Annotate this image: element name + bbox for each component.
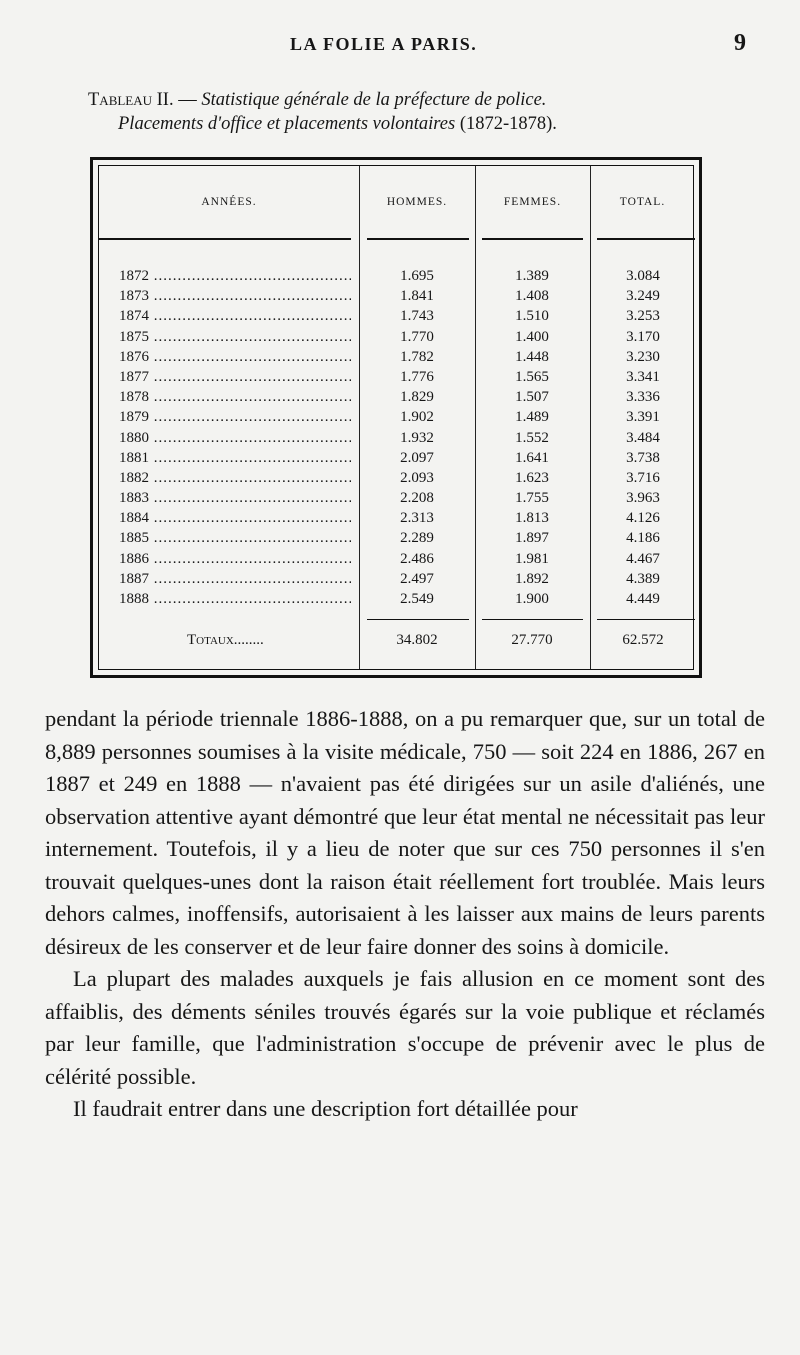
cell-femmes: 1.813 — [515, 510, 549, 527]
body-text — [45, 703, 765, 1126]
cell-total: 4.126 — [626, 510, 660, 527]
totals-hommes: 34.802 — [396, 632, 438, 648]
cell-year: 1882 ..... — [119, 468, 351, 488]
cell-femmes: 1.400 — [515, 328, 549, 345]
cell-total: 4.449 — [626, 591, 660, 607]
statistics-table — [90, 157, 702, 678]
cell-hommes: 2.208 — [400, 490, 434, 507]
cell-year: 1872 ..... — [119, 266, 351, 286]
cell-hommes: 1.695 — [400, 268, 434, 284]
header-rule — [99, 238, 351, 240]
table-row — [99, 468, 693, 488]
cell-femmes: 1.981 — [515, 550, 549, 567]
cell-femmes: 1.408 — [515, 288, 549, 305]
cell-femmes: 1.897 — [515, 530, 549, 547]
column-header-annees: ANNÉES. — [201, 196, 257, 208]
cell-hommes: 2.093 — [400, 469, 434, 486]
table-row — [99, 327, 693, 347]
table-row — [99, 528, 693, 548]
cell-hommes: 2.486 — [400, 550, 434, 567]
cell-year: 1874 ..... — [119, 306, 351, 326]
cell-hommes: 1.776 — [400, 368, 434, 385]
cell-total: 3.249 — [626, 288, 660, 305]
table-row — [99, 387, 693, 407]
caption-line2 — [88, 112, 728, 136]
table-row — [99, 428, 693, 448]
cell-femmes: 1.623 — [515, 469, 549, 486]
cell-total: 3.341 — [626, 368, 660, 385]
cell-hommes: 1.782 — [400, 348, 434, 365]
totals-rule — [367, 619, 469, 620]
cell-hommes: 1.770 — [400, 328, 434, 345]
totals-femmes: 27.770 — [511, 632, 553, 648]
table-row — [99, 347, 693, 367]
cell-hommes: 2.549 — [400, 591, 434, 607]
cell-femmes: 1.489 — [515, 409, 549, 426]
table-row — [99, 569, 693, 589]
header-rule — [482, 238, 583, 240]
cell-year: 1880 ..... — [119, 428, 351, 448]
cell-hommes: 2.313 — [400, 510, 434, 527]
cell-year: 1878 ..... — [119, 387, 351, 407]
cell-total: 4.467 — [626, 550, 660, 567]
cell-total: 3.484 — [626, 429, 660, 446]
column-header-hommes: HOMMES. — [386, 196, 448, 208]
cell-hommes: 1.902 — [400, 409, 434, 426]
column-header-femmes: FEMMES. — [503, 196, 562, 208]
totals-total: 62.572 — [622, 632, 664, 648]
cell-femmes: 1.641 — [515, 449, 549, 466]
cell-total: 3.963 — [626, 490, 660, 507]
cell-total: 3.716 — [626, 469, 660, 486]
cell-total: 3.253 — [626, 308, 660, 325]
paragraph: La plupart des malades auxquels je fais allusion en ce moment sont des affaiblis, des déments séniles trouvés égarés sur la voie publique et réclamés par leur famille, que l'administration s'occupe de prévenir avec le plus de célérité possible. — [45, 966, 765, 1089]
cell-femmes: 1.892 — [515, 570, 549, 587]
cell-hommes: 2.097 — [400, 449, 434, 466]
cell-year: 1886 ..... — [119, 549, 351, 569]
cell-femmes: 1.552 — [515, 429, 549, 446]
cell-femmes: 1.507 — [515, 389, 549, 406]
totals-row — [99, 632, 693, 654]
caption-years: (1872-1878). — [459, 114, 557, 134]
caption-dash: — — [178, 90, 197, 110]
cell-total: 3.391 — [626, 409, 660, 426]
table-row — [99, 488, 693, 508]
cell-hommes: 1.841 — [400, 288, 434, 305]
cell-year: 1873 ..... — [119, 286, 351, 306]
cell-total: 3.084 — [626, 268, 660, 284]
column-header-total: TOTAL. — [619, 196, 666, 208]
table-row — [99, 549, 693, 569]
running-title: LA FOLIE A PARIS. — [290, 34, 478, 54]
table-caption — [88, 88, 728, 136]
totals-rule — [482, 619, 583, 620]
table-row — [99, 589, 693, 609]
cell-femmes: 1.900 — [515, 591, 549, 607]
cell-year: 1884 ..... — [119, 508, 351, 528]
table-row — [99, 266, 693, 286]
cell-total: 3.738 — [626, 449, 660, 466]
caption-title-line2: Placements d'office et placements volontaires — [118, 114, 456, 134]
cell-year: 1877 ..... — [119, 367, 351, 387]
table-row — [99, 448, 693, 468]
cell-femmes: 1.755 — [515, 490, 549, 507]
cell-total: 3.170 — [626, 328, 660, 345]
table-row — [99, 407, 693, 427]
cell-femmes: 1.510 — [515, 308, 549, 325]
cell-total: 3.336 — [626, 389, 660, 406]
table-inner-border — [98, 165, 694, 670]
cell-hommes: 2.289 — [400, 530, 434, 547]
cell-year: 1885 ..... — [119, 528, 351, 548]
cell-hommes: 1.829 — [400, 389, 434, 406]
cell-hommes: 2.497 — [400, 570, 434, 587]
cell-year: 1876 ..... — [119, 347, 351, 367]
cell-year: 1888 ..... — [119, 589, 351, 609]
cell-year: 1883 ..... — [119, 488, 351, 508]
paragraph: Il faudrait entrer dans une description fort détaillée pour — [73, 1096, 578, 1121]
table-row — [99, 508, 693, 528]
header-rule — [367, 238, 469, 240]
page-number: 9 — [734, 30, 746, 56]
totals-rule — [597, 619, 695, 620]
cell-hommes: 1.932 — [400, 429, 434, 446]
cell-year: 1887 ..... — [119, 569, 351, 589]
cell-year: 1879 ..... — [119, 407, 351, 427]
paragraph: pendant la période triennale 1886-1888, on a pu remarquer que, sur un total de 8,889 personnes soumises à la visite médicale, 750 — soit 224 en 1886, 267 en 1887 et 249 en 1888 — n'avaient pas été dirigées sur un asile d'aliénés, une observation attentive ayant démontré que leur état mental ne nécessitait pas leur internement. Toutefois, il y a lieu de noter que sur ces 750 personnes il s'en trouvait quelques-unes dont la raison était réellement fort troublée. Mais leurs dehors calmes, inoffensifs, autorisaient à les laisser aux mains de leurs parents désireux de les conserver et de leur faire donner des soins à domicile. — [45, 706, 765, 959]
cell-femmes: 1.565 — [515, 368, 549, 385]
cell-year: 1875 ..... — [119, 327, 351, 347]
cell-hommes: 1.743 — [400, 308, 434, 325]
table-row — [99, 367, 693, 387]
caption-title-line1: Statistique générale de la préfecture de police. — [201, 90, 547, 110]
header-rule — [597, 238, 695, 240]
cell-total: 3.230 — [626, 348, 660, 365]
cell-femmes: 1.389 — [515, 268, 549, 284]
table-body — [99, 266, 693, 609]
totals-label: Totaux ........ — [187, 632, 264, 649]
cell-year: 1881 ..... — [119, 448, 351, 468]
table-row — [99, 306, 693, 326]
table-row — [99, 286, 693, 306]
cell-total: 4.186 — [626, 530, 660, 547]
cell-total: 4.389 — [626, 570, 660, 587]
running-head — [0, 30, 800, 60]
cell-femmes: 1.448 — [515, 348, 549, 365]
caption-label: Tableau II. — [88, 90, 174, 110]
